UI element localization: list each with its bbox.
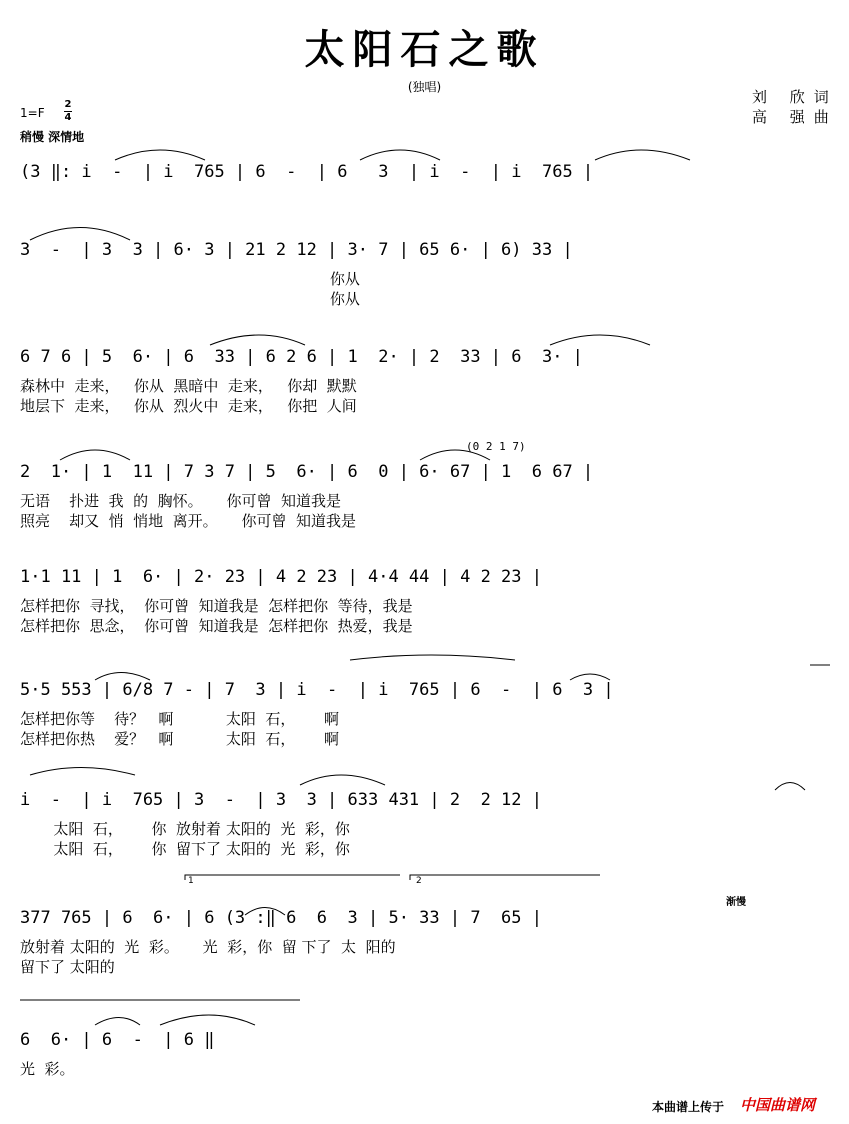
slur (30, 228, 130, 241)
lyric-row: 放射着 太阳的 光 彩。 光 彩，你 留 下了 太 阳的 (20, 938, 396, 956)
page-title: 太阳石之歌 (304, 26, 545, 73)
volta-bracket (410, 875, 600, 880)
lyric-row: 照亮 却又 悄 悄地 离开。 你可曾 知道我是 (20, 512, 357, 530)
slur (570, 674, 610, 680)
meter-bottom: 4 (64, 112, 72, 123)
note-row: 5·5 553 | 6/8 7 - | 7 3 | i - | i 765 | 6 - | 6 3 | (20, 680, 614, 700)
key-signature: 1=F (20, 106, 45, 120)
lyric-row: 光 彩。 (20, 1060, 75, 1078)
note-row: i - | i 765 | 3 - | 3 3 | 633 431 | 2 2 12 | (20, 790, 542, 810)
lyric-row: 怎样把你 思念， 你可曾 知道我是 怎样把你 热爱，我是 (20, 617, 413, 635)
lyric-row: 怎样把你等 待？ 啊 太阳 石， 啊 (20, 710, 339, 728)
note-row: 377 765 | 6 6· | 6 (3 :‖ 6 6 3 | 5· 33 | 7 65 | (20, 908, 542, 928)
note-row: (3 ‖: i - | i 765 | 6 - | 6 3 | i - | i 765 | (20, 162, 594, 182)
lyric-row: 留下了 太阳的 (20, 958, 115, 976)
subtitle: (独唱) (407, 80, 442, 94)
lyric-row: 无语 扑进 我 的 胸怀。 你可曾 知道我是 (20, 492, 342, 510)
volta-second: 2 (416, 876, 422, 886)
lyric-row: 太阳 石， 你 放射着 太阳的 光 彩，你 (20, 820, 350, 838)
note-row: 6 6· | 6 - | 6 ‖ (20, 1030, 215, 1050)
slur (420, 450, 490, 460)
slur (210, 335, 305, 345)
lyric-row: 你从 (20, 290, 360, 308)
note-row: 2 1· | 1 11 | 7 3 7 | 5 6· | 6 0 | 6· 67 | 1 6 67 | (20, 462, 594, 482)
meter-top: 2 (64, 99, 72, 110)
slur (30, 768, 135, 776)
lyric-row: 怎样把你 寻找， 你可曾 知道我是 怎样把你 等待，我是 (20, 597, 413, 615)
slur (550, 335, 650, 345)
site-logo: 中国曲谱网 (740, 1096, 816, 1114)
lyric-row: 怎样把你热 爱？ 啊 太阳 石， 啊 (20, 730, 339, 748)
slur (95, 1018, 140, 1026)
slur (300, 775, 385, 785)
lyric-row: 太阳 石， 你 留下了 太阳的 光 彩，你 (20, 840, 350, 858)
lyric-row: 森林中 走来， 你从 黑暗中 走来， 你却 默默 (20, 377, 357, 395)
ossia-note: (0 2 1 7) (466, 440, 526, 453)
composer-credit: 高 强曲 (752, 108, 838, 126)
footer-text: 本曲谱上传于 (652, 1100, 725, 1114)
lyric-row: 地层下 走来， 你从 烈火中 走来， 你把 人间 (20, 397, 357, 415)
tempo-change: 渐慢 (726, 897, 746, 908)
note-row: 1·1 11 | 1 6· | 2· 23 | 4 2 23 | 4·4 44 | 4 2 23 | (20, 567, 542, 587)
volta-first: 1 (188, 876, 194, 886)
slur (160, 1015, 255, 1025)
note-row: 6 7 6 | 5 6· | 6 33 | 6 2 6 | 1 2· | 2 33 | 6 3· | (20, 347, 583, 367)
slur (775, 783, 805, 791)
slur (60, 450, 130, 460)
slur (360, 150, 440, 160)
slur (350, 655, 515, 660)
lyric-row: 你从 (20, 270, 360, 288)
slur (595, 150, 690, 160)
lyricist-credit: 刘 欣词 (752, 88, 838, 106)
slur (95, 673, 150, 681)
slur (115, 150, 205, 160)
tempo-marking: 稍慢 深情地 (20, 130, 85, 144)
note-row: 3 - | 3 3 | 6· 3 | 21 2 12 | 3· 7 | 65 6· | 6) 33 | (20, 240, 573, 260)
volta-bracket (185, 875, 400, 880)
slur (245, 908, 285, 916)
